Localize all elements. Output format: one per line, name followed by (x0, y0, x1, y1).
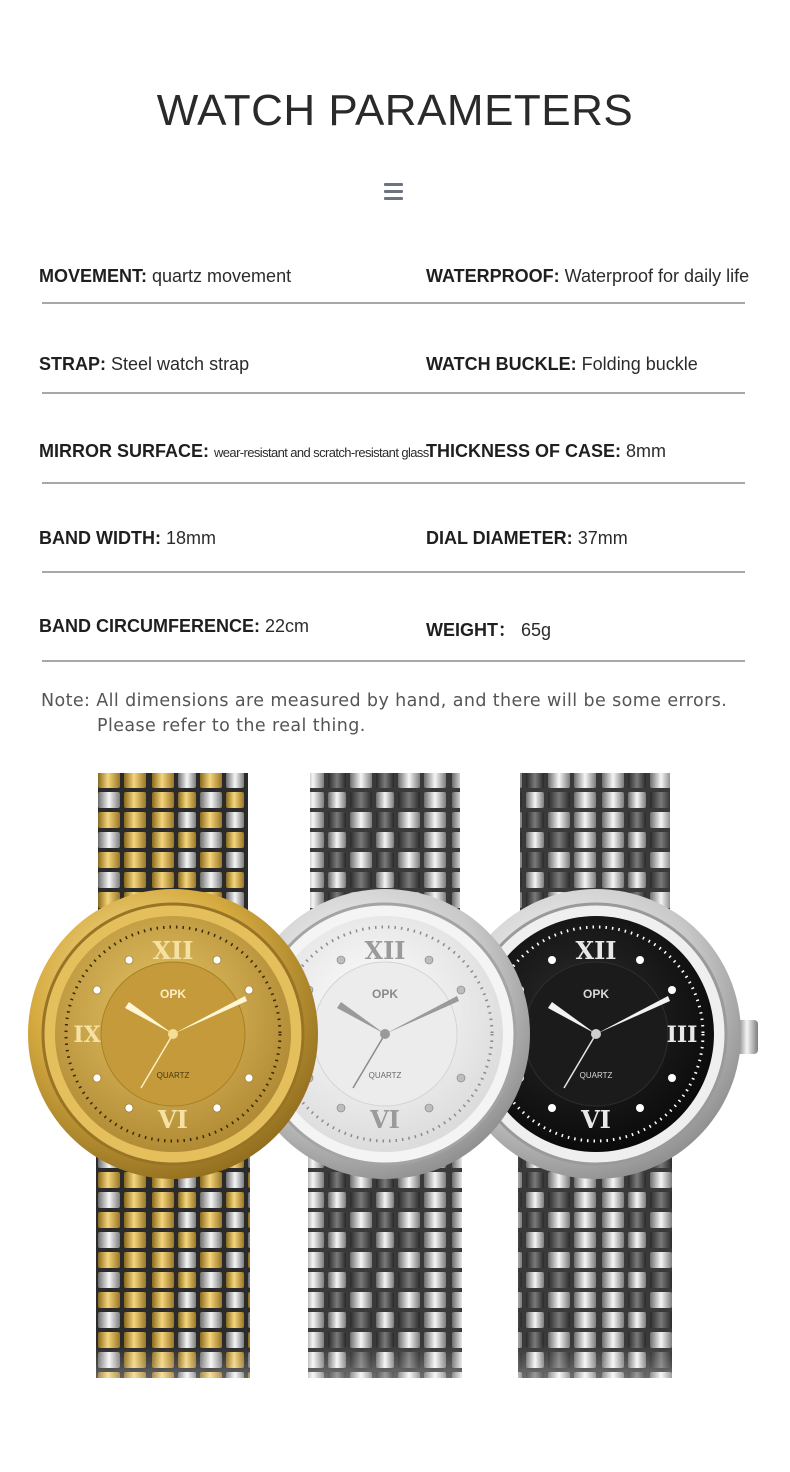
param-value: Steel watch strap (111, 354, 250, 374)
numeral-iii: III (666, 1022, 698, 1048)
divider (42, 302, 745, 304)
param-waterproof (426, 266, 749, 287)
param-band-circumference (39, 616, 309, 637)
parameter-row (0, 266, 790, 354)
param-key: DIAL DIAMETER: (426, 528, 573, 548)
brand-logo: OPK (582, 987, 610, 1001)
param-strap (39, 354, 249, 375)
center-pin (380, 1029, 390, 1039)
param-key: WEIGHT： (426, 620, 516, 640)
param-thickness-of-case (426, 441, 666, 462)
divider (42, 482, 745, 484)
dial-quartz-label: QUARTZ (579, 1071, 613, 1080)
param-dial-diameter (426, 528, 628, 549)
parameter-row (0, 441, 790, 529)
parameter-row (0, 354, 790, 442)
page-title: WATCH PARAMETERS (156, 86, 634, 135)
param-key: MIRROR SURFACE: (39, 441, 209, 461)
param-band-width (39, 528, 216, 549)
center-pin (591, 1029, 601, 1039)
param-value: Waterproof for daily life (564, 266, 750, 286)
band-bottom (308, 1148, 462, 1378)
menu-icon[interactable] (384, 183, 403, 199)
divider (42, 392, 745, 394)
param-value: quartz movement (152, 266, 292, 286)
param-value: 22cm (265, 616, 310, 636)
param-value: 65g (521, 620, 552, 640)
param-value: Folding buckle (581, 354, 698, 374)
param-key: WATCH BUCKLE: (426, 354, 577, 374)
gold-watch (28, 773, 318, 1378)
watch-product-image (0, 770, 790, 1472)
divider (42, 571, 745, 573)
numeral-xii: XII (152, 936, 194, 965)
param-weight (426, 616, 551, 642)
dial-quartz-label: QUARTZ (156, 1071, 190, 1080)
numeral-xii: XII (364, 936, 406, 965)
param-key: BAND CIRCUMFERENCE: (39, 616, 260, 636)
brand-logo: OPK (371, 987, 399, 1001)
param-watch-buckle (426, 354, 698, 375)
divider (42, 660, 745, 662)
band-bottom (96, 1148, 250, 1378)
param-key: BAND WIDTH: (39, 528, 161, 548)
param-key: MOVEMENT: (39, 266, 147, 286)
measurement-note (41, 689, 727, 739)
param-value: wear-resistant and scratch-resistant glass (214, 445, 429, 460)
param-mirror-surface (39, 441, 429, 462)
note-line-1: Note: All dimensions are measured by hand, and there will be some errors. (41, 691, 728, 711)
reflection-fade (0, 1345, 790, 1472)
numeral-vi: VI (581, 1105, 611, 1134)
dial-quartz-label: QUARTZ (368, 1071, 402, 1080)
param-value: 8mm (626, 441, 667, 461)
note-line-2: Please refer to the real thing. (97, 716, 366, 736)
param-movement (39, 266, 291, 287)
param-key: STRAP: (39, 354, 106, 374)
param-key: WATERPROOF: (426, 266, 560, 286)
param-key: THICKNESS OF CASE: (426, 441, 622, 461)
band-bottom (518, 1148, 672, 1378)
numeral-vi: VI (158, 1105, 188, 1134)
param-value: 37mm (577, 528, 628, 548)
watch-illustration (0, 770, 790, 1472)
brand-logo: OPK (159, 987, 187, 1001)
center-pin (168, 1029, 178, 1039)
numeral-vi: VI (370, 1105, 400, 1134)
numeral-ix: IX (73, 1022, 101, 1048)
numeral-xii: XII (575, 936, 617, 965)
param-value: 18mm (166, 528, 217, 548)
